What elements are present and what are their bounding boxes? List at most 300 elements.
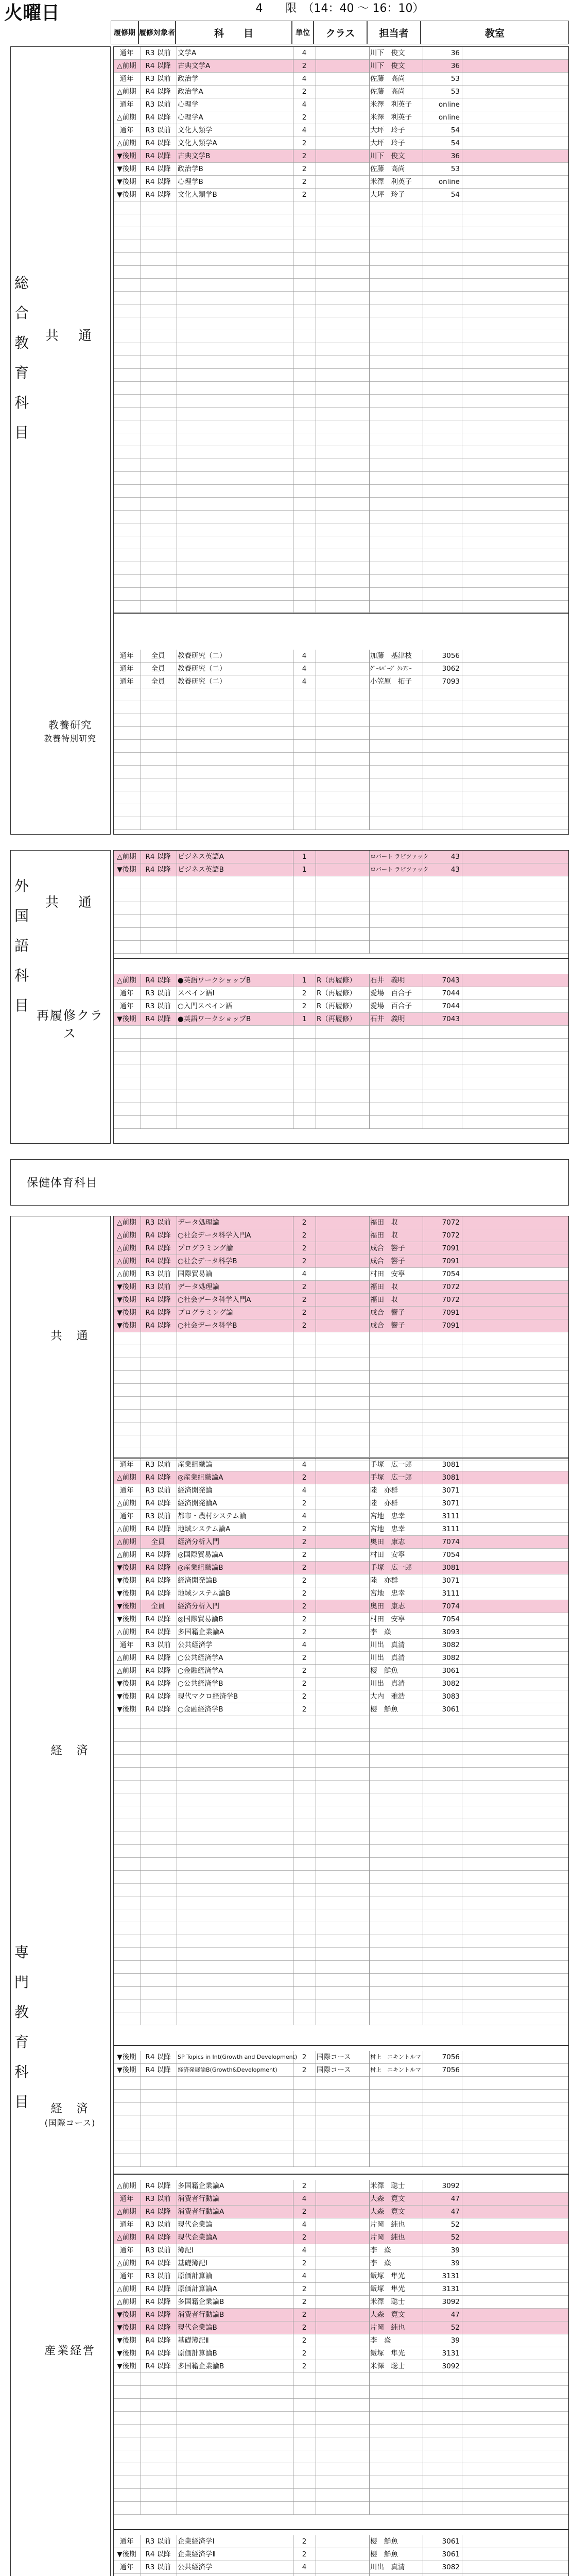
special-biz-cell: R4 以降 xyxy=(145,2259,171,2267)
general-row xyxy=(114,214,568,227)
special-biz-cell: 2 xyxy=(302,2311,307,2319)
day-title: 火曜日 xyxy=(4,3,60,24)
column-rule xyxy=(369,47,370,614)
special-common-cell xyxy=(317,1281,368,1293)
special-common-row xyxy=(114,1371,568,1384)
special-biz-cell: R4 以降 xyxy=(145,2182,171,2190)
foreign-cell: R4 以降 xyxy=(145,853,171,861)
special-fin-cell: 櫻 鮮魚 xyxy=(370,2550,398,2558)
general-cell: 54 xyxy=(450,139,460,147)
foreign-cell: ▼後期 xyxy=(117,866,136,874)
general-study-label2: 教養特別研究 xyxy=(43,734,96,743)
study-cell: 通年 xyxy=(119,652,134,660)
foreign-re-cell: 石井 義明 xyxy=(370,1015,405,1023)
special-econ-row xyxy=(114,1884,568,1896)
special-econ-cell xyxy=(317,1690,368,1703)
special-econ-cell: R3 以前 xyxy=(145,1486,171,1495)
general-cell: 36 xyxy=(450,49,460,57)
special-biz-cell: R3 以前 xyxy=(145,2195,171,2203)
special-intl-cell: 2 xyxy=(302,2066,307,2074)
special-econ-row xyxy=(114,1562,568,1574)
special-econ-row xyxy=(114,1459,568,1471)
general-row xyxy=(114,317,568,330)
special-econ-row xyxy=(114,1781,568,1793)
special-common-cell: R4 以降 xyxy=(145,1321,171,1330)
special-econ-cell: 村田 安寧 xyxy=(370,1615,405,1623)
general-row xyxy=(114,459,568,472)
general-cell: ▼後期 xyxy=(117,178,136,186)
general-row xyxy=(114,330,568,343)
special-intl-cell: SP Topics in Int(Growth and Development) xyxy=(178,2054,298,2060)
column-rule xyxy=(369,2535,370,2576)
special-econ-cell xyxy=(317,1510,368,1522)
special-common-row xyxy=(114,1319,568,1332)
study-cell: 全員 xyxy=(151,677,165,686)
special-common-row xyxy=(114,1332,568,1345)
general-cell: R4 以降 xyxy=(145,178,171,186)
special-econ-cell: 3061 xyxy=(442,1667,460,1675)
special-econ-row xyxy=(114,1613,568,1626)
special-biz-cell xyxy=(317,2206,368,2218)
special-econ-cell xyxy=(317,1497,368,1510)
special-biz-cell: 基礎簿記Ⅰ xyxy=(178,2259,207,2267)
foreign-re-cell: ●英語ワークショップB xyxy=(178,1015,251,1023)
special-common-cell xyxy=(317,1229,368,1242)
special-econ-row xyxy=(114,1871,568,1884)
special-common-row xyxy=(114,1410,568,1422)
special-biz-cell: R4 以降 xyxy=(145,2311,171,2319)
foreign-row xyxy=(114,863,568,876)
special-econ-cell: △前期 xyxy=(117,1551,136,1559)
study-cell: 3062 xyxy=(442,665,460,673)
special-econ-cell: ◎産業組織論A xyxy=(178,1473,223,1482)
special-fin-cell xyxy=(317,2574,368,2576)
general-cell: 佐藤 高尚 xyxy=(370,75,405,83)
special-biz-cell: △前期 xyxy=(117,2182,136,2190)
special-econ-row xyxy=(114,1858,568,1871)
special-econ-cell xyxy=(317,1587,368,1600)
special-econ-cell: △前期 xyxy=(117,1654,136,1662)
study-cell xyxy=(317,663,368,675)
special-biz-cell: 片岡 純也 xyxy=(370,2324,405,2332)
special-common-cell: 2 xyxy=(302,1321,307,1330)
section-general xyxy=(10,46,111,835)
general-row xyxy=(114,343,568,356)
special-biz-cell: 消費者行動論 xyxy=(178,2195,219,2203)
special-common-cell: 2 xyxy=(302,1244,307,1252)
column-rule xyxy=(369,2051,370,2167)
general-cell: 佐藤 高尚 xyxy=(370,165,405,173)
general-row xyxy=(114,575,568,588)
study-cell: 4 xyxy=(302,652,307,660)
foreign-re-label: 再履修クラス xyxy=(37,1008,103,1041)
special-econ-cell: 2 xyxy=(302,1602,307,1611)
general-row xyxy=(114,137,568,150)
special-common-cell: R4 以降 xyxy=(145,1296,171,1304)
special-econ-cell: 2 xyxy=(302,1577,307,1585)
special-intl-row xyxy=(114,2128,568,2141)
foreign-re-row xyxy=(114,1013,568,1026)
special-econ-cell: R4 以降 xyxy=(145,1628,171,1636)
foreign-re-row xyxy=(114,987,568,1000)
general-cell: 4 xyxy=(302,49,307,57)
special-biz-cell: ▼後期 xyxy=(117,2336,136,2345)
general-row xyxy=(114,511,568,523)
foreign-cell: ロバート ラビツァック xyxy=(370,853,429,860)
general-cell: R3 以前 xyxy=(145,49,171,57)
special-common-cell: 2 xyxy=(302,1231,307,1240)
special-common-cell: 2 xyxy=(302,1283,307,1291)
general-row xyxy=(114,47,568,60)
foreign-cell: ロバート ラビツァック xyxy=(370,866,429,873)
special-biz-label: 産業経営 xyxy=(44,2345,96,2358)
special-intl-cell: 2 xyxy=(302,2053,307,2061)
special-common-cell: 7091 xyxy=(442,1257,460,1265)
special-econ-cell: 7054 xyxy=(442,1551,460,1559)
special-econ-row xyxy=(114,1510,568,1523)
special-fin-cell xyxy=(294,2574,315,2576)
special-common-row xyxy=(114,1294,568,1307)
special-econ-cell: 2 xyxy=(302,1538,307,1546)
special-biz-cell: 飯塚 隼光 xyxy=(370,2272,405,2280)
special-econ-cell: 3061 xyxy=(442,1705,460,1714)
general-cell: △前期 xyxy=(117,62,136,70)
special-econ-cell: ◎国際貿易論A xyxy=(178,1551,223,1559)
general-cell: 文学A xyxy=(178,49,197,57)
special-fin-cell: 櫻 鮮魚 xyxy=(370,2537,398,2546)
special-fin-cell xyxy=(424,2574,460,2576)
study-cell: 加藤 基津枝 xyxy=(370,652,412,660)
special-econ-row xyxy=(114,1587,568,1600)
special-econ-row xyxy=(114,1471,568,1484)
special-econ-row xyxy=(114,1961,568,1974)
special-biz-cell: △前期 xyxy=(117,2285,136,2293)
special-biz-cell: R4 以降 xyxy=(145,2233,171,2242)
special-econ-cell: 3082 xyxy=(442,1680,460,1688)
special-econ-cell: 2 xyxy=(302,1705,307,1714)
special-biz-cell: 現代企業論A xyxy=(178,2233,217,2242)
general-cell xyxy=(317,137,368,149)
special-econ-cell: 2 xyxy=(302,1615,307,1623)
special-biz-row xyxy=(114,2180,568,2193)
special-econ-cell xyxy=(317,1703,368,1716)
special-intl-cell: 村上 エキントルマ xyxy=(370,2066,421,2073)
foreign-re-row xyxy=(114,1090,568,1103)
special-econ-cell: 現代マクロ経済学B xyxy=(178,1692,238,1701)
special-econ-cell: R4 以降 xyxy=(145,1564,171,1572)
special-biz-cell: 52 xyxy=(450,2324,460,2332)
special-biz-cell: 2 xyxy=(302,2349,307,2358)
general-cell: R3 以前 xyxy=(145,100,171,109)
general-cell: 54 xyxy=(450,191,460,199)
study-cell: 教養研究（二） xyxy=(178,677,227,686)
special-econ-cell xyxy=(317,1652,368,1664)
study-cell: 4 xyxy=(302,665,307,673)
special-econ-row xyxy=(114,1948,568,1961)
special-econ-cell: 村田 安寧 xyxy=(370,1551,405,1559)
general-cell: 通年 xyxy=(119,126,134,134)
special-econ-cell: 通年 xyxy=(119,1461,134,1469)
header-teacher: 担当者 xyxy=(367,21,421,44)
special-biz-cell: 原価計算論B xyxy=(178,2349,217,2358)
special-econ-row xyxy=(114,1716,568,1729)
general-row xyxy=(114,485,568,498)
special-biz-cell: △前期 xyxy=(117,2259,136,2267)
general-row xyxy=(114,369,568,382)
general-cell: 4 xyxy=(302,100,307,109)
special-econ-cell xyxy=(317,1471,368,1484)
special-econ-cell: R4 以降 xyxy=(145,1654,171,1662)
special-biz-row xyxy=(114,2463,568,2476)
special-common-cell: △前期 xyxy=(117,1257,136,1265)
special-econ-cell: 3111 xyxy=(442,1512,460,1520)
special-econ-cell: R4 以降 xyxy=(145,1589,171,1598)
special-common-cell: 成合 響子 xyxy=(370,1309,405,1317)
general-cell: 通年 xyxy=(119,49,134,57)
special-econ-cell: 川出 真清 xyxy=(370,1654,405,1662)
section-pe xyxy=(10,1159,569,1206)
special-biz-row xyxy=(114,2476,568,2489)
special-common-cell: 7072 xyxy=(442,1283,460,1291)
special-biz-cell xyxy=(317,2180,368,2192)
special-econ-cell: 4 xyxy=(302,1486,307,1495)
special-econ-cell: R4 以降 xyxy=(145,1525,171,1533)
general-row xyxy=(114,292,568,304)
special-common-cell: 4 xyxy=(302,1270,307,1278)
special-fin-cell: 通年 xyxy=(119,2563,134,2571)
special-biz-cell: 李 焱 xyxy=(370,2246,391,2255)
special-fin-row xyxy=(114,2535,568,2548)
special-econ-cell xyxy=(317,1677,368,1690)
special-biz-cell: R4 以降 xyxy=(145,2208,171,2216)
special-econ-row xyxy=(114,1626,568,1639)
foreign-re-cell: △前期 xyxy=(117,976,136,985)
general-cell: 心理学 xyxy=(178,100,199,109)
special-biz-cell xyxy=(317,2296,368,2308)
special-biz-area xyxy=(113,2174,569,2530)
special-biz-cell: 多国籍企業論B xyxy=(178,2362,224,2370)
special-econ-row xyxy=(114,1639,568,1652)
general-row xyxy=(114,356,568,369)
special-biz-cell: 4 xyxy=(302,2221,307,2229)
special-common-cell: 7072 xyxy=(442,1296,460,1304)
general-row xyxy=(114,189,568,201)
special-biz-cell: 47 xyxy=(450,2311,460,2319)
study-cell xyxy=(317,675,368,688)
special-biz-row xyxy=(114,2347,568,2360)
special-econ-row xyxy=(114,1497,568,1510)
special-fin-row xyxy=(114,2548,568,2561)
special-common-cell: 7091 xyxy=(442,1321,460,1330)
special-econ-cell: ▼後期 xyxy=(117,1680,136,1688)
general-cell: 佐藤 高尚 xyxy=(370,88,405,96)
special-intl-cell: R4 以降 xyxy=(145,2053,171,2061)
special-biz-row xyxy=(114,2399,568,2412)
special-econ-cell: R3 以前 xyxy=(145,1512,171,1520)
special-econ-cell: 経済分析入門 xyxy=(178,1602,219,1611)
special-intl-cell: 7056 xyxy=(442,2053,460,2061)
general-cell: 文化人類学B xyxy=(178,191,217,199)
foreign-re-area xyxy=(113,958,569,1144)
special-intl-label: 経 済 xyxy=(50,2103,90,2115)
foreign-re-row xyxy=(114,1039,568,1052)
special-econ-cell: ○金融経済学A xyxy=(178,1667,223,1675)
special-common-cell: R4 以降 xyxy=(145,1244,171,1252)
special-econ-cell: ○公共経済学A xyxy=(178,1654,223,1662)
special-common-cell: データ処理論 xyxy=(178,1283,219,1291)
special-biz-row xyxy=(114,2206,568,2218)
special-biz-cell: △前期 xyxy=(117,2208,136,2216)
special-biz-row xyxy=(114,2412,568,2425)
foreign-re-row xyxy=(114,1116,568,1129)
special-common-cell: 成合 響子 xyxy=(370,1257,405,1265)
special-fin-cell xyxy=(317,2561,368,2573)
foreign-row xyxy=(114,902,568,915)
foreign-common-label: 共 通 xyxy=(45,895,95,910)
general-cell: 川下 俊文 xyxy=(370,152,405,160)
special-fin-area xyxy=(113,2530,569,2576)
special-fin-cell: 3082 xyxy=(442,2563,460,2571)
special-common-cell: 福田 収 xyxy=(370,1283,398,1291)
special-biz-cell: 現代企業論 xyxy=(178,2221,213,2229)
special-biz-cell: 多国籍企業論B xyxy=(178,2298,224,2306)
general-cell xyxy=(317,47,368,59)
column-rule xyxy=(369,1459,370,2025)
study-cell: 7093 xyxy=(442,677,460,686)
special-econ-row xyxy=(114,1768,568,1781)
general-cell: 53 xyxy=(450,165,460,173)
foreign-cell: 43 xyxy=(450,866,460,874)
special-common-cell: ○社会データ科学B xyxy=(178,1257,237,1265)
general-row xyxy=(114,562,568,575)
special-econ-cell: 宮地 忠幸 xyxy=(370,1525,405,1533)
special-common-cell: ▼後期 xyxy=(117,1283,136,1291)
special-biz-cell: 3092 xyxy=(442,2362,460,2370)
general-cell: 54 xyxy=(450,126,460,134)
study-row xyxy=(114,817,568,830)
special-econ-cell xyxy=(317,1523,368,1535)
special-econ-cell: 宮地 忠幸 xyxy=(370,1512,405,1520)
study-cell: ｸﾞｰﾙﾊﾞｰｸﾞ ｸﾚｱﾘｰ xyxy=(370,665,412,672)
special-biz-cell: 通年 xyxy=(119,2221,134,2229)
special-biz-cell: 2 xyxy=(302,2362,307,2370)
study-cell: 4 xyxy=(302,677,307,686)
special-econ-cell: 全員 xyxy=(151,1602,165,1611)
general-row xyxy=(114,201,568,214)
general-common-area xyxy=(113,46,569,613)
special-econ-cell: 3081 xyxy=(442,1473,460,1482)
special-econ-row xyxy=(114,1896,568,1909)
general-cell: 川下 俊文 xyxy=(370,49,405,57)
special-fin-cell: ▼後期 xyxy=(117,2550,136,2558)
special-common-cell xyxy=(317,1242,368,1255)
special-econ-cell: 公共経済学 xyxy=(178,1641,213,1649)
special-biz-cell: 多国籍企業論A xyxy=(178,2182,224,2190)
general-cell: 川下 俊文 xyxy=(370,62,405,70)
special-econ-cell: 7074 xyxy=(442,1538,460,1546)
special-biz-cell xyxy=(317,2193,368,2205)
special-econ-cell: 産業組織論 xyxy=(178,1461,213,1469)
special-econ-cell: 3111 xyxy=(442,1589,460,1598)
special-econ-cell: 地域システム論A xyxy=(178,1525,231,1533)
general-cell xyxy=(317,176,368,188)
special-biz-cell: 3131 xyxy=(442,2272,460,2280)
special-intl-row xyxy=(114,2154,568,2167)
special-econ-cell: 2 xyxy=(302,1499,307,1507)
special-common-cell: ○社会データ科学B xyxy=(178,1321,237,1330)
special-econ-cell: R3 以前 xyxy=(145,1461,171,1469)
special-econ-cell: △前期 xyxy=(117,1473,136,1482)
special-econ-row xyxy=(114,1832,568,1845)
special-econ-cell: 都市・農村システム論 xyxy=(178,1512,247,1520)
special-biz-cell: ▼後期 xyxy=(117,2311,136,2319)
special-common-cell: 成合 響子 xyxy=(370,1321,405,1330)
general-cell: R4 以降 xyxy=(145,152,171,160)
general-cell: 通年 xyxy=(119,75,134,83)
general-row xyxy=(114,73,568,86)
special-biz-row xyxy=(114,2321,568,2334)
general-cell: R4 以降 xyxy=(145,62,171,70)
special-biz-row xyxy=(114,2437,568,2450)
special-biz-cell: 2 xyxy=(302,2285,307,2293)
special-biz-cell: 簿記Ⅰ xyxy=(178,2246,194,2255)
special-econ-cell: R4 以降 xyxy=(145,1473,171,1482)
general-cell: 2 xyxy=(302,62,307,70)
special-biz-row xyxy=(114,2373,568,2386)
general-row xyxy=(114,382,568,395)
special-biz-cell: 39 xyxy=(450,2259,460,2267)
special-fin-cell xyxy=(317,2548,368,2561)
special-econ-cell: R3 以前 xyxy=(145,1641,171,1649)
general-cell: 53 xyxy=(450,88,460,96)
general-cell: R4 以降 xyxy=(145,191,171,199)
special-econ-row xyxy=(114,1922,568,1935)
general-row xyxy=(114,279,568,292)
special-econ-row xyxy=(114,1819,568,1832)
column-rule xyxy=(369,974,370,1129)
special-econ-cell: 全員 xyxy=(151,1538,165,1546)
header-credit: 単位 xyxy=(292,21,314,44)
special-common-cell: 福田 収 xyxy=(370,1296,398,1304)
general-study-label: 教養研究 xyxy=(48,719,92,731)
special-intl-row xyxy=(114,2141,568,2154)
special-econ-cell: 経済分析入門 xyxy=(178,1538,219,1546)
foreign-cell xyxy=(317,863,368,876)
section-special xyxy=(10,1216,111,2576)
study-cell: 3056 xyxy=(442,652,460,660)
special-biz-cell: 2 xyxy=(302,2324,307,2332)
special-biz-cell xyxy=(317,2283,368,2295)
special-intl-row xyxy=(114,2064,568,2077)
special-common-cell: △前期 xyxy=(117,1231,136,1240)
special-econ-row xyxy=(114,2012,568,2025)
section-foreign-title: 外国語科目 xyxy=(14,877,29,1014)
special-econ-cell: 2 xyxy=(302,1473,307,1482)
special-common-area xyxy=(113,1216,569,1458)
special-common-row xyxy=(114,1281,568,1294)
special-biz-cell: △前期 xyxy=(117,2298,136,2306)
special-biz-cell: 通年 xyxy=(119,2246,134,2255)
special-common-row xyxy=(114,1216,568,1229)
study-row xyxy=(114,753,568,766)
foreign-re-cell: 1 xyxy=(302,1015,307,1023)
study-row xyxy=(114,740,568,753)
special-biz-cell: 2 xyxy=(302,2182,307,2190)
general-row xyxy=(114,498,568,511)
special-econ-row xyxy=(114,1600,568,1613)
special-econ-row xyxy=(114,1729,568,1742)
special-common-cell: 福田 収 xyxy=(370,1231,398,1240)
